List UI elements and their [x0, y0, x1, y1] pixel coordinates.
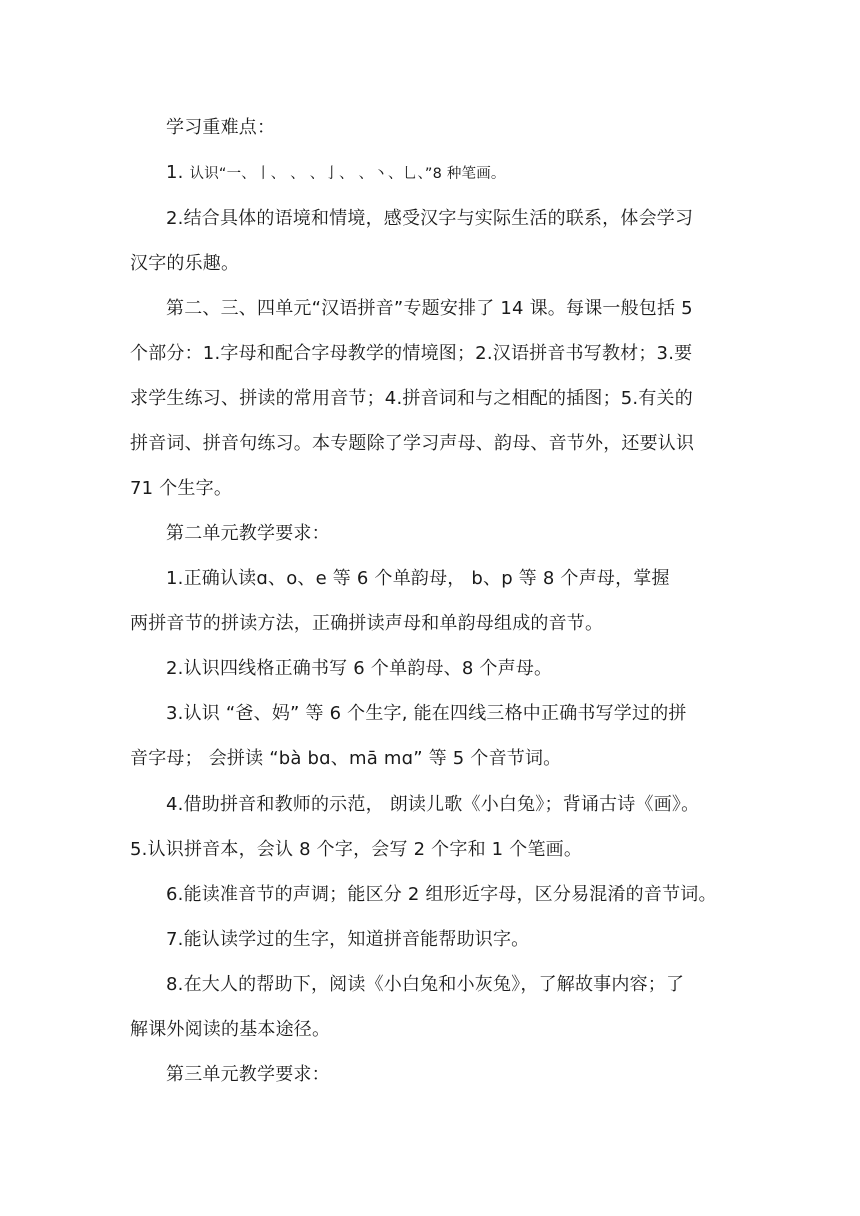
heading-key-points: 学习重难点： — [166, 117, 276, 138]
point-1-text: 认识“一、丨、 、 、亅、 、丶、乚、”8 种笔画。 — [189, 166, 506, 182]
unit-2-req-6: 6.能读准音节的声调；能区分 2 组形近字母，区分易混淆的音节词。 — [166, 884, 717, 905]
pinyin-paragraph-line-2: 个部分：1.字母和配合字母教学的情境图；2.汉语拼音书写教材；3.要 — [130, 343, 693, 364]
pinyin-paragraph-line-5: 71 个生字。 — [130, 478, 233, 499]
unit-2-req-1-line-2: 两拼音节的拼读方法，正确拼读声母和单韵母组成的音节。 — [130, 613, 604, 634]
pinyin-paragraph-line-3: 求学生练习、拼读的常用音节；4.拼音词和与之相配的插图；5.有关的 — [130, 388, 693, 409]
point-1-number: 1. — [166, 162, 184, 183]
pinyin-paragraph-line-4: 拼音词、拼音句练习。本专题除了学习声母、韵母、音节外，还要认识 — [130, 433, 695, 454]
unit-2-heading: 第二单元教学要求： — [166, 523, 330, 544]
unit-3-heading: 第三单元教学要求： — [166, 1064, 330, 1085]
pinyin-paragraph-line-1: 第二、三、四单元“汉语拼音”专题安排了 14 课。每课一般包括 5 — [166, 298, 693, 319]
point-2-line-1: 2.结合具体的语境和情境，感受汉字与实际生活的联系，体会学习 — [166, 208, 694, 229]
unit-2-req-3-line-2: 音字母； 会拼读 “bà bɑ、mā mɑ” 等 5 个音节词。 — [130, 748, 562, 769]
point-1 — [166, 161, 506, 186]
unit-2-req-8-line-1: 8.在大人的帮助下，阅读《小白兔和小灰兔》，了解故事内容；了 — [166, 974, 685, 995]
unit-2-req-8-line-2: 解课外阅读的基本途径。 — [130, 1019, 331, 1040]
point-2-line-2: 汉字的乐趣。 — [130, 253, 240, 274]
unit-2-req-7: 7.能认读学过的生字，知道拼音能帮助识字。 — [166, 929, 530, 950]
unit-2-req-4: 4.借助拼音和教师的示范， 朗读儿歌《小白兔》；背诵古诗《画》。 — [166, 794, 700, 815]
unit-2-req-5: 5.认识拼音本，会认 8 个字，会写 2 个字和 1 个笔画。 — [130, 839, 583, 860]
unit-2-req-3-line-1: 3.认识 “爸、妈” 等 6 个生字, 能在四线三格中正确书写学过的拼 — [166, 703, 687, 724]
unit-2-req-1-line-1: 1.正确认读ɑ、o、e 等 6 个单韵母， b、p 等 8 个声母，掌握 — [166, 568, 670, 589]
unit-2-req-2: 2.认识四线格正确书写 6 个单韵母、8 个声母。 — [166, 658, 553, 679]
